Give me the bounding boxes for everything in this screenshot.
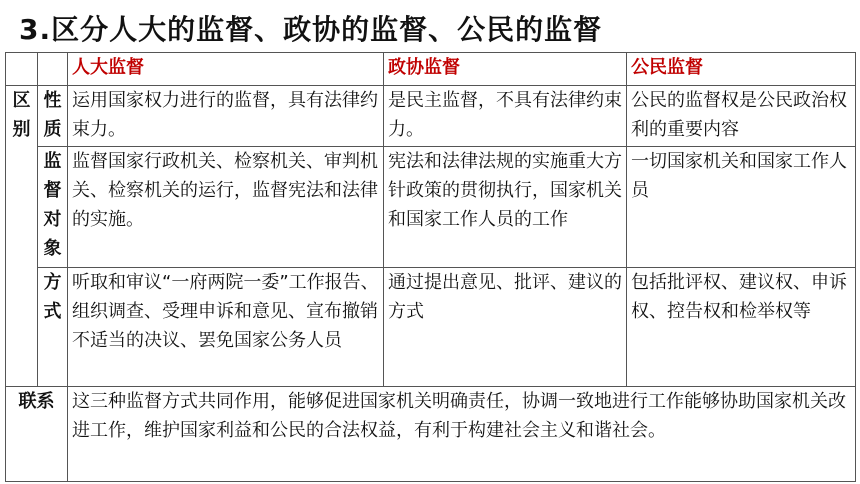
table-cell: 宪法和法律法规的实施重大方针政策的贯彻执行，国家机关和国家工作人员的工作 (384, 147, 627, 268)
header-blank-cell (38, 53, 68, 86)
header-citizen-supervision: 公民监督 (627, 53, 856, 86)
table-header-row (6, 53, 856, 86)
table-cell: 运用国家权力进行的监督，具有法律约束力。 (68, 86, 384, 147)
table-cell: 听取和审议“一府两院一委”工作报告、组织调查、受理申诉和意见、宣布撤销不适当的决议、罢免国家公务人员 (68, 268, 384, 387)
connection-text: 这三种监督方式共同作用，能够促进国家机关明确责任，协调一致地进行工作能够协助国家机关改进工作，维护国家利益和公民的合法权益，有利于构建社会主义和谐社会。 (68, 387, 856, 482)
row-label-object: 监督对象 (38, 147, 68, 268)
comparison-table (5, 52, 856, 482)
table-row (6, 268, 856, 387)
table-cell: 通过提出意见、批评、建议的方式 (384, 268, 627, 387)
table-cell: 公民的监督权是公民政治权利的重要内容 (627, 86, 856, 147)
header-blank-cell (6, 53, 38, 86)
header-cppcc-supervision: 政协监督 (384, 53, 627, 86)
page-title: 3.区分人大的监督、政协的监督、公民的监督 (19, 13, 603, 46)
row-label-connection: 联系 (6, 387, 68, 482)
table-cell: 包括批评权、建议权、申诉权、控告权和检举权等 (627, 268, 856, 387)
table-cell: 是民主监督，不具有法律约束力。 (384, 86, 627, 147)
group-label-difference: 区别 (6, 86, 38, 387)
row-label-nature: 性质 (38, 86, 68, 147)
table-row (6, 147, 856, 268)
table-row (6, 86, 856, 147)
table-cell: 一切国家机关和国家工作人员 (627, 147, 856, 268)
table-cell: 监督国家行政机关、检察机关、审判机关、检察机关的运行，监督宪法和法律的实施。 (68, 147, 384, 268)
header-npc-supervision: 人大监督 (68, 53, 384, 86)
table-row (6, 387, 856, 482)
row-label-method: 方式 (38, 268, 68, 387)
